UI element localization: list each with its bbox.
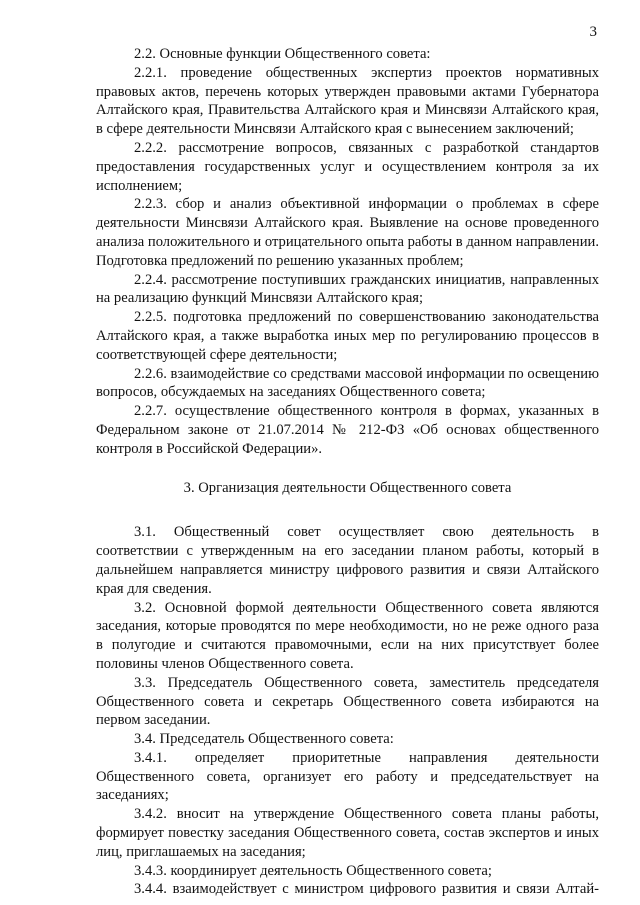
item-2-2-6: 2.2.6. взаимодействие со средствами массовой информации по освещению вопросов, обсуждаемых на заседаниях Общественного совета; (96, 365, 599, 401)
item-2-2-2: 2.2.2. рассмотрение вопросов, связанных с разработкой стандартов предоставления государственных услуг и осуществлением контроля за их исполнением; (96, 139, 599, 194)
page-number: 3 (589, 24, 597, 40)
item-3-4-4: 3.4.4. взаимодействует с министром цифрового развития и связи Алтай- (134, 881, 599, 898)
item-3-2: 3.2. Основной формой деятельности Общественного совета являются заседания, которые проводятся по мере необходимости, но не реже одного раза в полугодие и считаются правомочными, если на них присутствует более половины членов Общественного совета. (96, 599, 599, 672)
item-3-4: 3.4. Председатель Общественного совета: (134, 731, 394, 748)
item-2-2-4: 2.2.4. рассмотрение поступивших гражданских инициатив, направленных на реализацию функций Минсвязи Алтайского края; (96, 271, 599, 307)
item-3-4-1: 3.4.1. определяет приоритетные направления деятельности Общественного совета, организует его работу и председательствует на заседаниях; (96, 749, 599, 804)
item-2-2-3: 2.2.3. сбор и анализ объективной информации о проблемах в сфере деятельности Минсвязи Алтайского края. Выявление на основе проведенного анализа положительного и отрицательного опыта работы в данном направлении. Подготовка предложений по решению указанных проблем; (96, 196, 599, 269)
item-3-4-2: 3.4.2. вносит на утверждение Общественного совета планы работы, формирует повестку заседания Общественного совета, состав экспертов и иных лиц, приглашаемых на заседания; (96, 806, 599, 860)
item-3-4-3: 3.4.3. координирует деятельность Общественного совета; (134, 862, 492, 879)
item-2-2-1: 2.2.1. проведение общественных экспертиз проектов нормативных правовых актов, перечень которых утвержден правовыми актами Губернатора Алтайского края, Правительства Алтайского края и Минсвязи Алтайского края, в сфере деятельности Минсвязи Алтайского края с вынесением заключений; (96, 64, 599, 138)
item-3-3: 3.3. Председатель Общественного совета, заместитель председателя Общественного совета и секретарь Общественного совета избираются на первом заседании. (96, 674, 599, 729)
section-3-heading: 3. Организация деятельности Общественного совета (183, 479, 512, 496)
item-2-2-7: 2.2.7. осуществление общественного контроля в формах, указанных в Федеральном законе от 21.07.2014 № 212-ФЗ «Об основах общественного контроля в Российской Федерации». (96, 403, 599, 457)
item-2-2-5: 2.2.5. подготовка предложений по совершенствованию законодательства Алтайского края, а также выработка иных мер по регулированию процессов в соответствующей сфере деятельности; (96, 309, 599, 363)
document-body (96, 45, 599, 899)
section-2-2-title: 2.2. Основные функции Общественного совета: (134, 46, 431, 62)
item-3-1: 3.1. Общественный совет осуществляет свою деятельность в соответствии с утвержденным на его заседании планом работы, который в дальнейшем направляется министру цифрового развития и связи Алтайского края для сведения. (96, 524, 599, 597)
